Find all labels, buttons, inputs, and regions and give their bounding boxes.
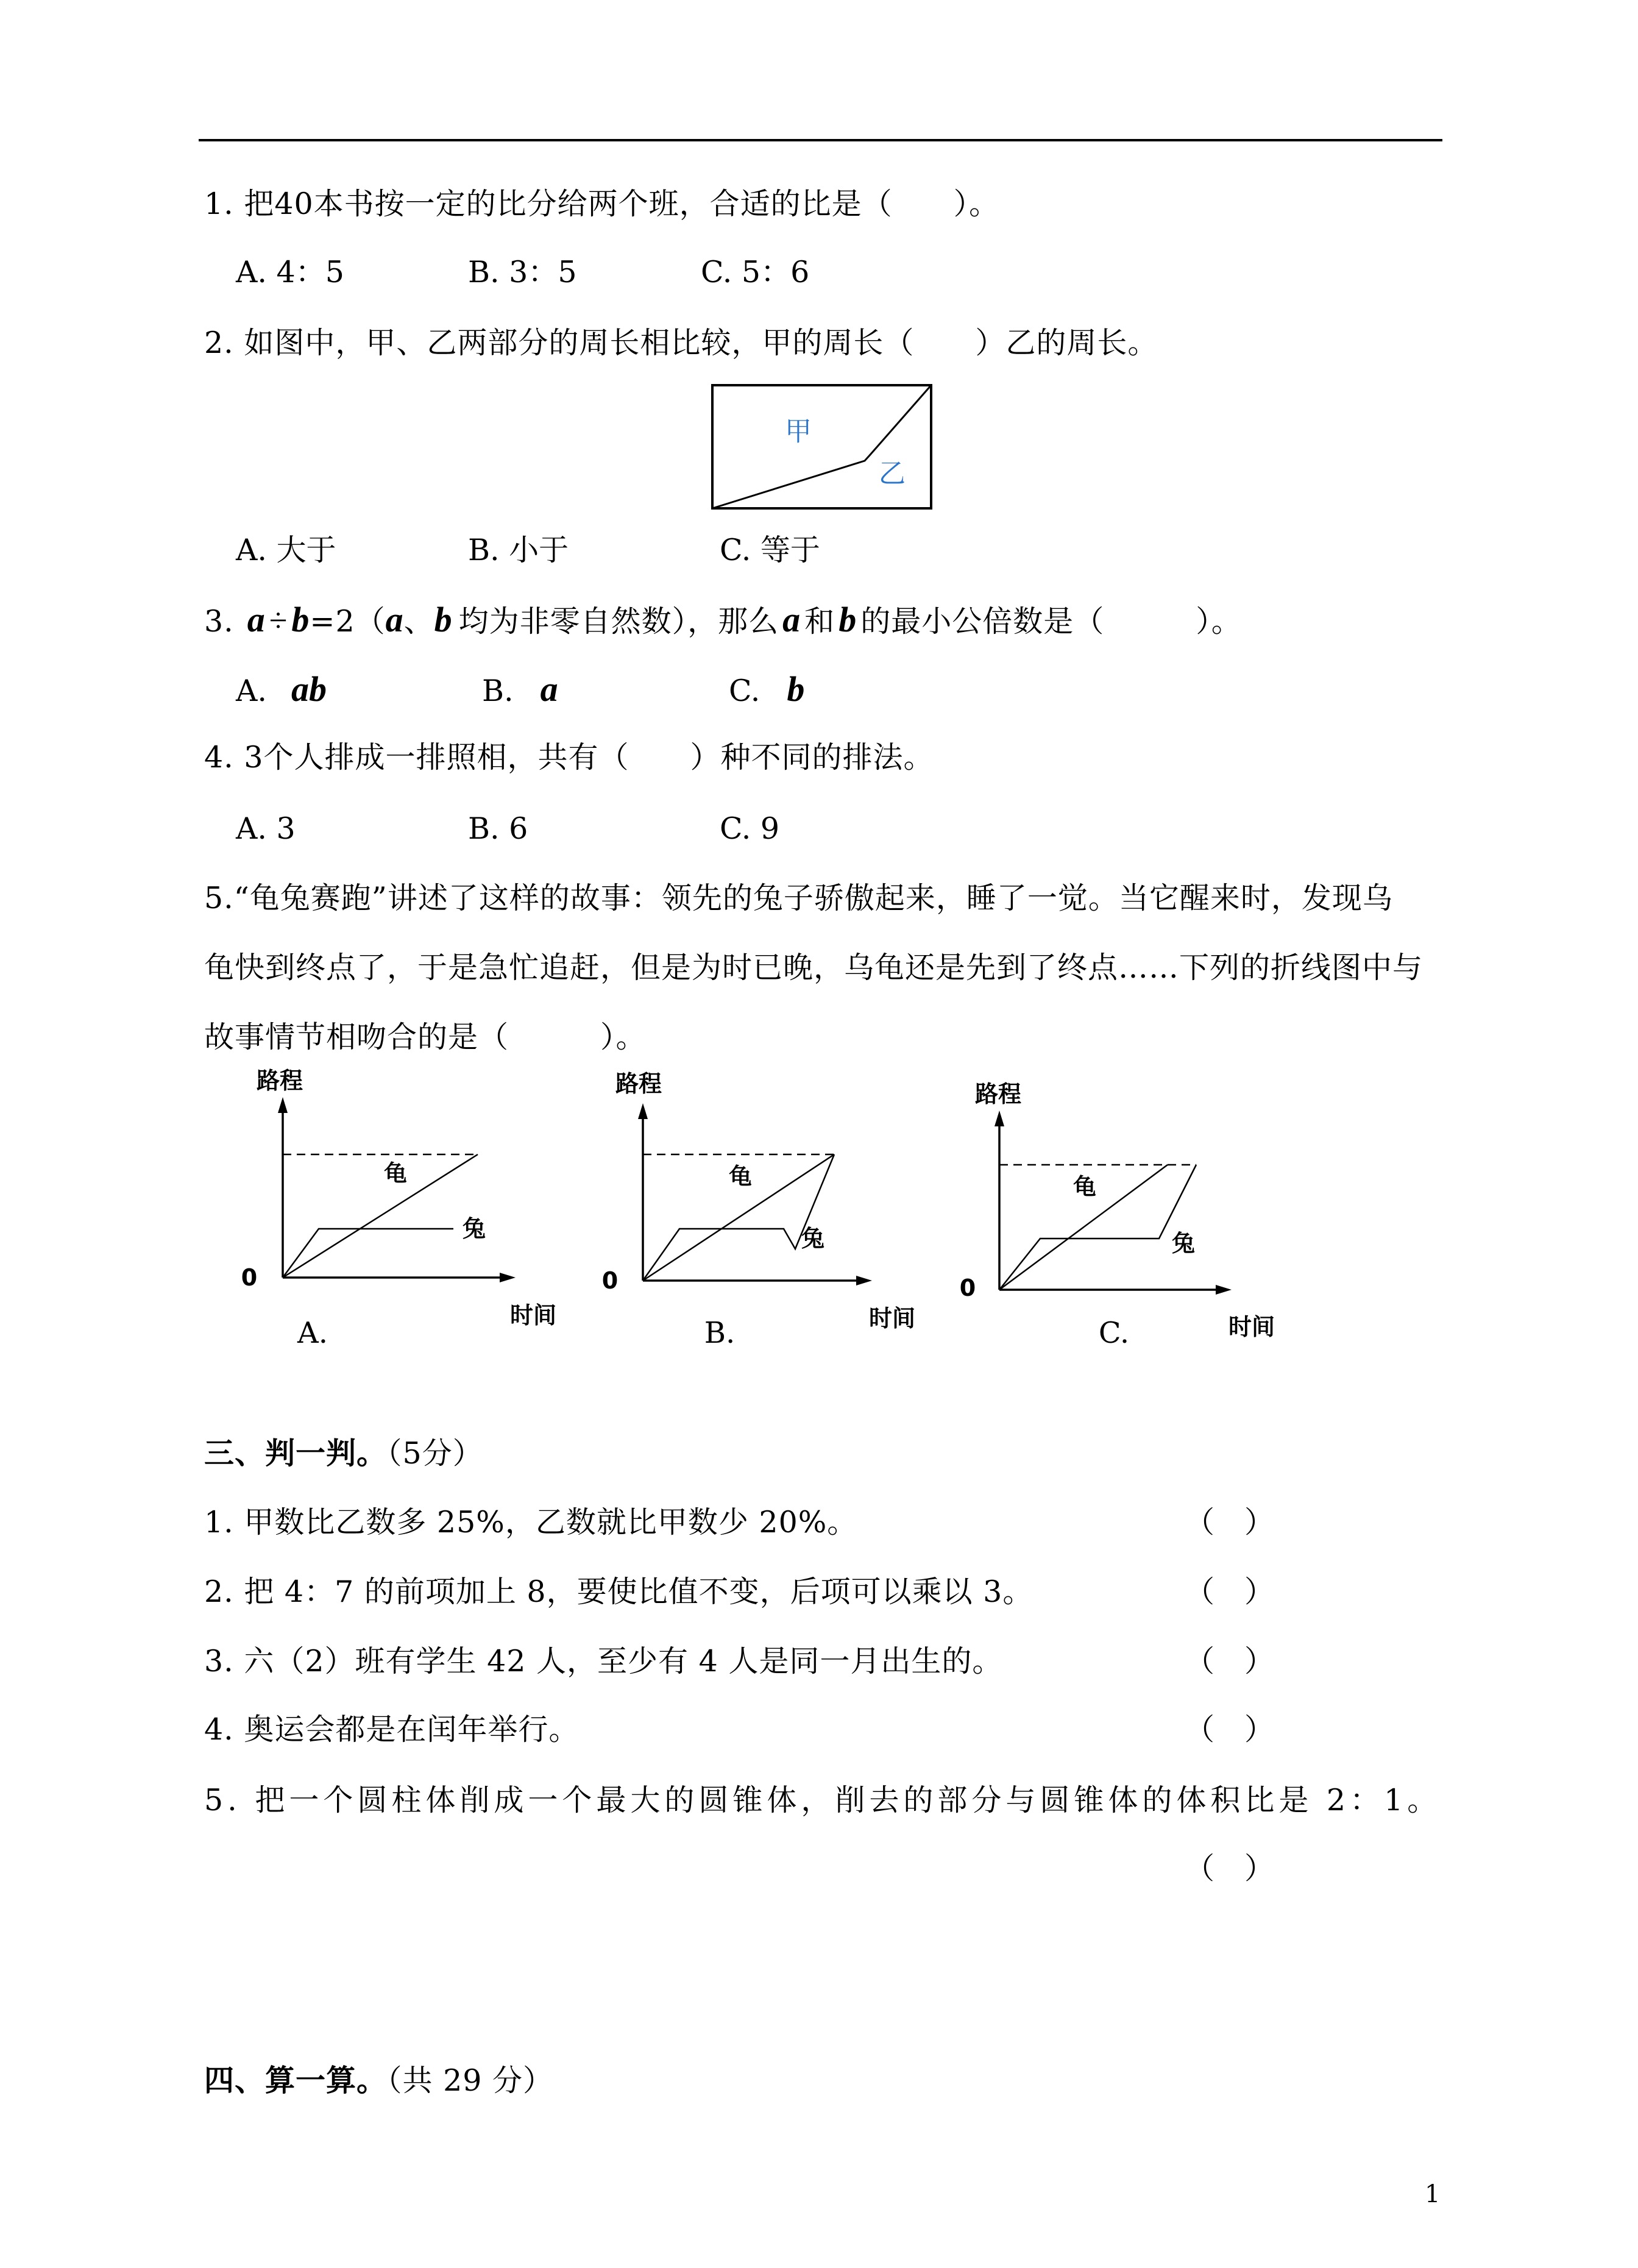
tortoise-line: [283, 1154, 478, 1278]
rabbit-label: 兔: [462, 1215, 486, 1242]
stem-text: 和: [804, 604, 835, 639]
judge-item-5: 5. 把一个圆柱体削成一个最大的圆锥体，削去的部分与圆锥体的体积比是 2：1。: [204, 1783, 1442, 1818]
variable-a: a: [247, 600, 266, 639]
y-axis-label: 路程: [974, 1081, 1022, 1107]
judge-item-3-blank: （ ）: [1185, 1644, 1275, 1679]
graph-option-b: [591, 1061, 932, 1353]
x-axis-label: 时间: [868, 1305, 916, 1332]
variable-b: b: [434, 600, 453, 639]
question-3-stem: [204, 602, 1242, 640]
question-1-option-a: A. 4：5: [236, 255, 344, 290]
graph-option-c: [951, 1061, 1292, 1353]
figure-rectangle: [712, 385, 931, 508]
judge-item-1-blank: （ ）: [1185, 1505, 1275, 1540]
x-axis-label: 时间: [509, 1302, 557, 1329]
judge-item-1: 1. 甲数比乙数多 25%，乙数就比甲数少 20%。: [204, 1505, 858, 1540]
judge-item-4: 4. 奥运会都是在闰年举行。: [204, 1712, 580, 1747]
region-yi-label: 乙: [879, 458, 906, 489]
tortoise-label: 龟: [728, 1163, 753, 1190]
question-4-option-a: A. 3: [236, 811, 296, 846]
y-axis-label: 路程: [615, 1070, 662, 1097]
variable-a: a: [782, 600, 801, 639]
graph-option-a: [232, 1061, 573, 1353]
question-4-option-b: B. 6: [468, 811, 528, 846]
question-3-option-c: [729, 671, 804, 709]
x-axis-label: 时间: [1228, 1314, 1275, 1340]
judge-item-5-blank: （ ）: [1185, 1851, 1275, 1886]
variable-b: b: [838, 600, 857, 639]
y-axis-arrow: [994, 1111, 1004, 1126]
judge-item-2-blank: （ ）: [1185, 1574, 1275, 1609]
question-1-option-b: B. 3：5: [468, 255, 577, 290]
tortoise-label: 龟: [1072, 1173, 1097, 1200]
x-axis-arrow: [1216, 1285, 1232, 1295]
judge-item-2: 2. 把 4：7 的前项加上 8，要使比值不变，后项可以乘以 3。: [204, 1574, 1034, 1609]
question-1-option-c: C. 5：6: [701, 255, 810, 290]
graph-option-label: A.: [297, 1316, 328, 1350]
stem-text: 的最小公倍数是（ ）。: [860, 604, 1242, 639]
rabbit-line: [999, 1165, 1196, 1290]
tortoise-label: 龟: [383, 1160, 408, 1187]
option-label: B.: [482, 674, 514, 708]
y-axis-label: 路程: [256, 1067, 303, 1094]
section-title: 三、判一判。: [204, 1435, 388, 1471]
page-number: 1: [1425, 2180, 1441, 2208]
stem-text: 均为非零自然数），那么: [458, 604, 779, 639]
graph-option-label: C.: [1098, 1316, 1130, 1350]
origin-label: 0: [959, 1274, 976, 1301]
rabbit-line: [283, 1229, 453, 1278]
origin-label: 0: [601, 1267, 619, 1294]
variable-a: a: [385, 600, 404, 639]
origin-label: 0: [241, 1264, 258, 1291]
region-jia-label: 甲: [785, 416, 812, 447]
question-4-stem: 4. 3个人排成一排照相，共有（ ）种不同的排法。: [204, 740, 934, 775]
option-label: A.: [236, 674, 267, 708]
dividing-line: [712, 385, 931, 508]
question-5-stem-line-3: 故事情节相吻合的是（ ）。: [204, 1020, 647, 1054]
question-number: 3.: [204, 604, 234, 639]
header-rule: [199, 139, 1442, 141]
question-2-option-a: A. 大于: [236, 533, 336, 567]
y-axis-arrow: [278, 1097, 288, 1113]
option-value: ab: [291, 669, 327, 709]
section-title: 四、算一算。: [204, 2063, 388, 2098]
question-3-option-a: [236, 671, 327, 709]
equals-two: =2（: [310, 604, 386, 639]
rabbit-label: 兔: [1171, 1230, 1196, 1257]
rabbit-label: 兔: [801, 1225, 825, 1252]
x-axis-arrow: [856, 1276, 872, 1285]
option-label: C.: [729, 674, 760, 708]
option-value: b: [787, 669, 805, 709]
question-2-option-c: C. 等于: [720, 533, 820, 567]
section-points: （5分）: [387, 1436, 483, 1471]
divide-sign: ÷: [269, 602, 288, 639]
question-2-stem: 2. 如图中，甲、乙两部分的周长相比较，甲的周长（ ）乙的周长。: [204, 325, 1158, 360]
question-1-stem: 1. 把40本书按一定的比分给两个班，合适的比是（ ）。: [204, 187, 1000, 221]
question-5-stem-line-2: 龟快到终点了，于是急忙追赶，但是为时已晚，乌龟还是先到了终点……下列的折线图中与: [204, 950, 1424, 985]
section-points: （共 29 分）: [387, 2063, 554, 2098]
question-5-stem-line-1: 5.“龟兔赛跑”讲述了这样的故事：领先的兔子骄傲起来，睡了一觉。当它醒来时，发现乌: [204, 881, 1393, 915]
perimeter-figure: [707, 380, 938, 514]
question-2-option-b: B. 小于: [468, 533, 569, 567]
judge-item-4-blank: （ ）: [1185, 1712, 1275, 1747]
question-3-option-b: [482, 671, 558, 709]
y-axis-arrow: [638, 1103, 648, 1119]
option-value: a: [540, 669, 558, 709]
x-axis-arrow: [500, 1273, 516, 1282]
separator: 、: [403, 604, 434, 639]
judge-section-heading: [204, 1435, 483, 1472]
question-4-option-c: C. 9: [720, 811, 780, 846]
graph-option-label: B.: [704, 1316, 736, 1350]
variable-b: b: [291, 600, 310, 639]
calc-section-heading: [204, 2062, 553, 2099]
judge-item-3: 3. 六（2）班有学生 42 人，至少有 4 人是同一月出生的。: [204, 1644, 1003, 1679]
